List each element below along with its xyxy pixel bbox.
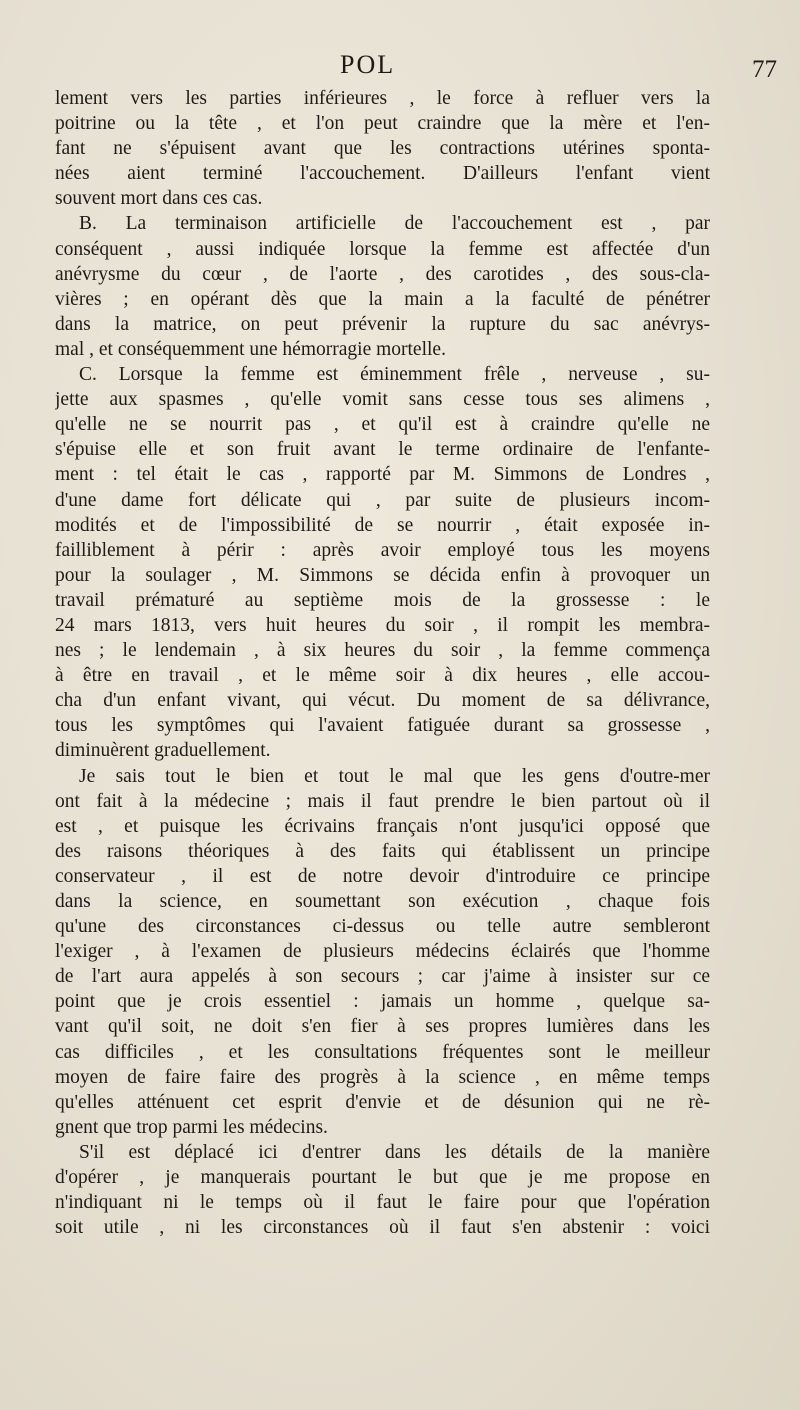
text-line: Je sais tout le bien et tout le mal que les gens d'outre-mer	[79, 765, 710, 787]
text-line: cha d'un enfant vivant, qui vécut. Du moment de sa délivrance,	[55, 690, 710, 712]
text-line: cas difficiles , et les consultations fréquentes sont le meilleur	[55, 1041, 710, 1063]
text-line: gnent que trop parmi les médecins.	[55, 1116, 328, 1138]
text-line: lement vers les parties inférieures , le force à refluer vers la	[55, 88, 710, 109]
text-line: C. Lorsque la femme est éminemment frêle , nerveuse , su-	[79, 364, 710, 386]
text-line: de l'art aura appelés à son secours ; car j'aime à insister sur ce	[55, 966, 710, 988]
text-line: vant qu'il soit, ne doit s'en fier à ses propres lumières dans les	[55, 1016, 710, 1038]
text-line: point que je crois essentiel : jamais un homme , quelque sa-	[55, 991, 710, 1013]
text-line: vières ; en opérant dès que la main a la faculté de pénétrer	[55, 288, 710, 310]
body-text	[55, 86, 710, 1240]
text-line: souvent mort dans ces cas.	[55, 188, 263, 210]
text-line: nées aient terminé l'accouchement. D'ailleurs l'enfant vient	[55, 163, 710, 185]
running-head-title: POL	[340, 50, 396, 79]
paragraph	[55, 764, 710, 1140]
page-number: 77	[752, 56, 777, 83]
text-line: des raisons théoriques à des faits qui établissent un principe	[55, 840, 710, 862]
paragraph	[55, 86, 710, 211]
text-line: anévrysme du cœur , de l'aorte , des carotides , des sous-cla-	[55, 263, 710, 285]
text-line: B. La terminaison artificielle de l'accouchement est , par	[79, 213, 710, 235]
text-line: S'il est déplacé ici d'entrer dans les détails de la manière	[79, 1141, 710, 1163]
text-line: moyen de faire faire des progrès à la science , en même temps	[55, 1066, 710, 1088]
text-line: qu'elle ne se nourrit pas , et qu'il est à craindre qu'elle ne	[55, 414, 710, 436]
text-line: qu'une des circonstances ci-dessus ou telle autre sembleront	[55, 916, 710, 938]
text-line: est , et puisque les écrivains français n'ont jusqu'ici opposé que	[55, 815, 710, 837]
text-line: d'opérer , je manquerais pourtant le but que je me propose en	[55, 1167, 710, 1189]
text-line: conséquent , aussi indiquée lorsque la femme est affectée d'un	[55, 238, 710, 260]
text-line: n'indiquant ni le temps où il faut le faire pour que l'opération	[55, 1192, 710, 1214]
paragraph	[55, 362, 710, 764]
running-head	[0, 50, 800, 86]
text-line: dans la matrice, on peut prévenir la rupture du sac anévrys-	[55, 313, 710, 335]
text-line: pour la soulager , M. Simmons se décida enfin à provoquer un	[55, 564, 710, 586]
text-line: l'exiger , à l'examen de plusieurs médecins éclairés que l'homme	[55, 941, 710, 963]
text-line: conservateur , il est de notre devoir d'introduire ce principe	[55, 865, 710, 887]
text-line: poitrine ou la tête , et l'on peut craindre que la mère et l'en-	[55, 113, 710, 135]
paragraph	[55, 1140, 710, 1240]
text-line: modités et de l'impossibilité de se nourrir , était exposée in-	[55, 514, 710, 536]
text-line: dans la science, en soumettant son exécution , chaque fois	[55, 891, 710, 912]
text-line: failliblement à périr : après avoir employé tous les moyens	[55, 539, 710, 561]
text-line: à être en travail , et le même soir à dix heures , elle accou-	[55, 665, 710, 687]
text-line: tous les symptômes qui l'avaient fatiguée durant sa grossesse ,	[55, 715, 710, 737]
text-line: travail prématuré au septième mois de la grossesse : le	[55, 589, 710, 611]
text-line: fant ne s'épuisent avant que les contractions utérines sponta-	[55, 138, 710, 160]
text-line: diminuèrent graduellement.	[55, 740, 271, 762]
text-line: soit utile , ni les circonstances où il faut s'en abstenir : voici	[55, 1217, 710, 1239]
text-line: ment : tel était le cas , rapporté par M. Simmons de Londres ,	[55, 464, 710, 486]
text-line: 24 mars 1813, vers huit heures du soir , il rompit les membra-	[55, 614, 710, 636]
text-line: qu'elles atténuent cet esprit d'envie et de désunion qui ne rè-	[55, 1091, 710, 1113]
text-line: mal , et conséquemment une hémorragie mortelle.	[55, 338, 446, 360]
text-line: jette aux spasmes , qu'elle vomit sans cesse tous ses alimens ,	[55, 389, 710, 411]
text-line: nes ; le lendemain , à six heures du soir , la femme commença	[55, 640, 710, 662]
paragraph	[55, 211, 710, 362]
text-line: ont fait à la médecine ; mais il faut prendre le bien partout où il	[55, 790, 710, 812]
text-line: s'épuise elle et son fruit avant le terme ordinaire de l'enfante-	[55, 439, 710, 461]
text-line: d'une dame fort délicate qui , par suite de plusieurs incom-	[55, 489, 710, 511]
